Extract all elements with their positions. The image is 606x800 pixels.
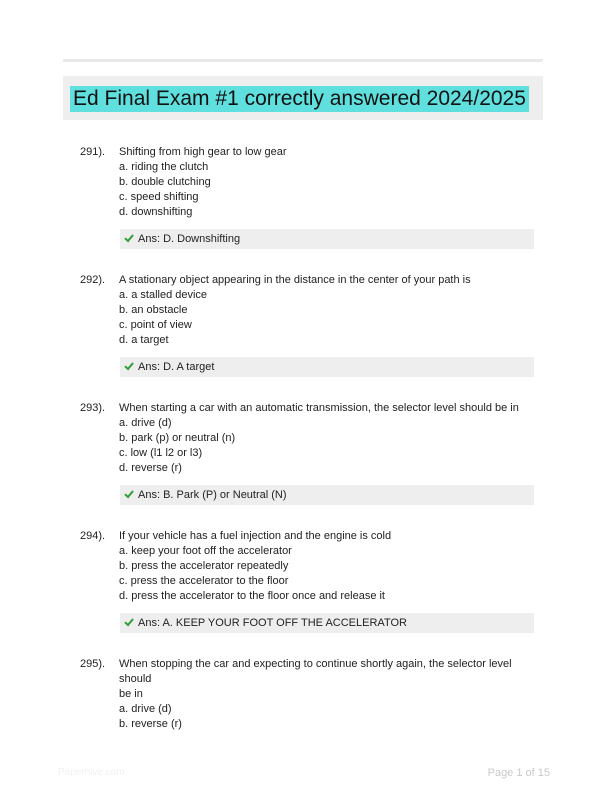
page-number: Page 1 of 15 (487, 767, 550, 779)
question-prompt-line-1: When stopping the car and expecting to continue shortly again, the selector level should (119, 658, 512, 685)
option-a: a. drive (d) (119, 417, 172, 429)
document-title: Ed Final Exam #1 correctly answered 2024/2025 (70, 86, 529, 112)
option-d: d. a target (119, 334, 169, 346)
option-b: b. an obstacle (119, 304, 188, 316)
option-d: d. reverse (r) (119, 462, 182, 474)
question-body (119, 273, 537, 348)
option-a: a. drive (d) (119, 703, 172, 715)
question-number: 294). (80, 530, 106, 542)
check-icon (124, 489, 134, 499)
option-c: c. low (l1 l2 or l3) (119, 447, 203, 459)
option-c: c. speed shifting (119, 191, 199, 203)
question-prompt: Shifting from high gear to low gear (119, 146, 287, 158)
option-b: b. reverse (r) (119, 718, 182, 730)
answer-text: Ans: D. A target (138, 361, 215, 373)
answer-text: Ans: A. KEEP YOUR FOOT OFF THE ACCELERATOR (138, 617, 407, 629)
top-rule (63, 59, 543, 62)
option-a: a. a stalled device (119, 289, 208, 301)
check-icon (124, 617, 134, 627)
question-number: 293). (80, 402, 106, 414)
question-body (119, 145, 537, 220)
question-prompt: A stationary object appearing in the distance in the center of your path is (119, 274, 471, 286)
option-a: a. riding the clutch (119, 161, 209, 173)
option-d: d. press the accelerator to the floor once and release it (119, 590, 385, 602)
question-number: 295). (80, 658, 106, 670)
question-number: 292). (80, 274, 106, 286)
question-body (119, 657, 537, 732)
option-a: a. keep your foot off the accelerator (119, 545, 292, 557)
check-icon (124, 233, 134, 243)
option-b: b. double clutching (119, 176, 211, 188)
question-body (119, 529, 537, 604)
check-icon (124, 361, 134, 371)
option-b: b. press the accelerator repeatedly (119, 560, 289, 572)
option-c: c. press the accelerator to the floor (119, 575, 289, 587)
answer-box (120, 229, 534, 249)
watermark: Paperhive.com (58, 767, 125, 778)
answer-box (120, 613, 534, 633)
option-d: d. downshifting (119, 206, 193, 218)
question-prompt: When starting a car with an automatic transmission, the selector level should be in (119, 402, 519, 414)
question-number: 291). (80, 146, 106, 158)
answer-box (120, 357, 534, 377)
answer-box (120, 485, 534, 505)
answer-text: Ans: B. Park (P) or Neutral (N) (138, 489, 287, 501)
answer-text: Ans: D. Downshifting (138, 233, 241, 245)
option-b: b. park (p) or neutral (n) (119, 432, 236, 444)
question-body (119, 401, 537, 476)
question-prompt: If your vehicle has a fuel injection and the engine is cold (119, 530, 392, 542)
question-prompt-line-2: be in (119, 688, 143, 700)
option-c: c. point of view (119, 319, 192, 331)
